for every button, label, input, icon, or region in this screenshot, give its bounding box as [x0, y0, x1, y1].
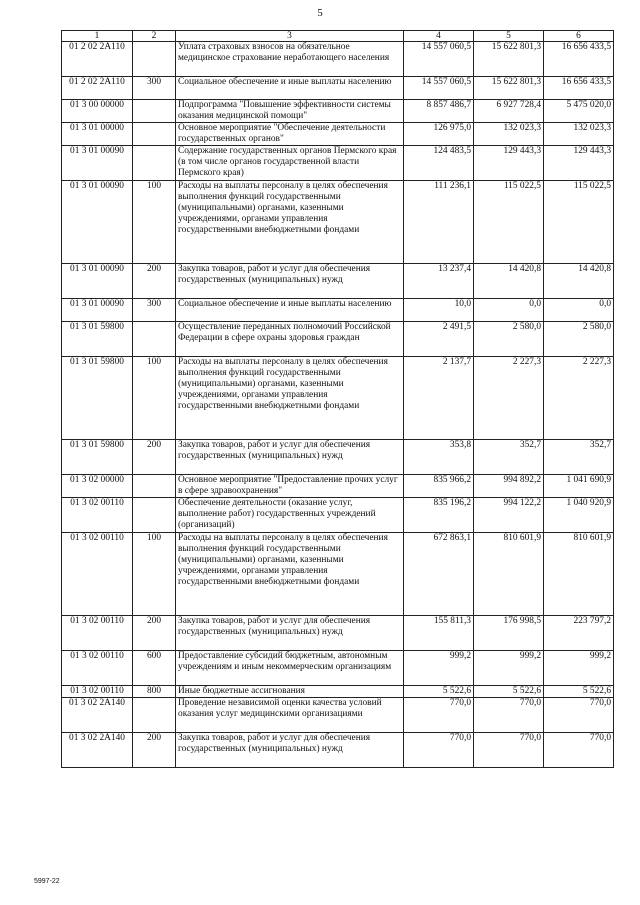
target-code-cell: 01 2 02 2А110: [62, 42, 133, 77]
expense-type-cell: [133, 146, 176, 181]
description-cell: Социальное обеспечение и иные выплаты населению: [176, 299, 404, 322]
description-cell: Подпрограмма "Повышение эффективности системы оказания медицинской помощи": [176, 100, 404, 123]
amount-year3-cell: 16 656 433,5: [544, 77, 614, 100]
expense-type-cell: 100: [133, 181, 176, 264]
target-code-cell: 01 3 01 59800: [62, 440, 133, 475]
expense-type-cell: 300: [133, 299, 176, 322]
expense-type-cell: [133, 698, 176, 733]
table-row: [62, 77, 614, 100]
target-code-cell: 01 2 02 2А110: [62, 77, 133, 100]
amount-year1-cell: 124 483,5: [404, 146, 474, 181]
amount-year2-cell: 352,7: [474, 440, 544, 475]
amount-year3-cell: 0,0: [544, 299, 614, 322]
amount-year3-cell: 115 022,5: [544, 181, 614, 264]
amount-year2-cell: 14 420,8: [474, 264, 544, 299]
target-code-cell: 01 3 01 59800: [62, 322, 133, 357]
table-row: [62, 100, 614, 123]
target-code-cell: 01 3 01 59800: [62, 357, 133, 440]
column-header: 5: [474, 31, 544, 42]
description-cell: Основное мероприятие "Предоставление прочих услуг в сфере здравоохранения": [176, 475, 404, 498]
amount-year1-cell: 2 137,7: [404, 357, 474, 440]
expense-type-cell: 100: [133, 533, 176, 616]
amount-year1-cell: 13 237,4: [404, 264, 474, 299]
amount-year1-cell: 14 557 060,5: [404, 77, 474, 100]
amount-year2-cell: 770,0: [474, 698, 544, 733]
amount-year2-cell: 999,2: [474, 651, 544, 686]
expense-type-cell: [133, 322, 176, 357]
amount-year3-cell: 352,7: [544, 440, 614, 475]
amount-year3-cell: 5 522,6: [544, 686, 614, 698]
amount-year2-cell: 132 023,3: [474, 123, 544, 146]
expense-type-cell: [133, 123, 176, 146]
description-cell: Обеспечение деятельности (оказание услуг, выполнение работ) государственных учреждений (организаций): [176, 498, 404, 533]
target-code-cell: 01 3 01 00000: [62, 123, 133, 146]
expense-type-cell: [133, 42, 176, 77]
table-row: [62, 264, 614, 299]
expense-type-cell: 200: [133, 733, 176, 768]
target-code-cell: 01 3 02 00000: [62, 475, 133, 498]
expense-type-cell: 200: [133, 264, 176, 299]
expense-type-cell: 600: [133, 651, 176, 686]
amount-year3-cell: 1 041 690,9: [544, 475, 614, 498]
amount-year3-cell: 223 797,2: [544, 616, 614, 651]
description-cell: Закупка товаров, работ и услуг для обеспечения государственных (муниципальных) нужд: [176, 733, 404, 768]
amount-year2-cell: 994 122,2: [474, 498, 544, 533]
amount-year1-cell: 999,2: [404, 651, 474, 686]
amount-year1-cell: 353,8: [404, 440, 474, 475]
description-cell: Осуществление переданных полномочий Российской Федерации в сфере охраны здоровья граждан: [176, 322, 404, 357]
target-code-cell: 01 3 01 00090: [62, 299, 133, 322]
amount-year2-cell: 15 622 801,3: [474, 77, 544, 100]
amount-year1-cell: 5 522,6: [404, 686, 474, 698]
column-header: 6: [544, 31, 614, 42]
amount-year3-cell: 810 601,9: [544, 533, 614, 616]
expense-type-cell: 200: [133, 616, 176, 651]
amount-year2-cell: 15 622 801,3: [474, 42, 544, 77]
amount-year3-cell: 999,2: [544, 651, 614, 686]
description-cell: Уплата страховых взносов на обязательное медицинское страхование неработающего населения: [176, 42, 404, 77]
target-code-cell: 01 3 00 00000: [62, 100, 133, 123]
expense-type-cell: 300: [133, 77, 176, 100]
description-cell: Расходы на выплаты персоналу в целях обеспечения выполнения функций государственными (муниципальными) органами, казенными учреждениями, органами управления государственными внебюджетными фондами: [176, 357, 404, 440]
amount-year1-cell: 835 196,2: [404, 498, 474, 533]
table-row: [62, 123, 614, 146]
amount-year3-cell: 16 656 433,5: [544, 42, 614, 77]
table-row: [62, 181, 614, 264]
description-cell: Закупка товаров, работ и услуг для обеспечения государственных (муниципальных) нужд: [176, 440, 404, 475]
table-row: [62, 299, 614, 322]
amount-year2-cell: 2 227,3: [474, 357, 544, 440]
amount-year2-cell: 770,0: [474, 733, 544, 768]
amount-year3-cell: 770,0: [544, 698, 614, 733]
amount-year3-cell: 132 023,3: [544, 123, 614, 146]
table-row: [62, 357, 614, 440]
table-row: [62, 322, 614, 357]
column-header: 1: [62, 31, 133, 42]
amount-year3-cell: 1 040 920,9: [544, 498, 614, 533]
amount-year2-cell: 115 022,5: [474, 181, 544, 264]
description-cell: Основное мероприятие "Обеспечение деятельности государственных органов": [176, 123, 404, 146]
column-header: 2: [133, 31, 176, 42]
amount-year2-cell: 5 522,6: [474, 686, 544, 698]
document-footer-code: 5997-22: [34, 878, 60, 885]
amount-year2-cell: 176 998,5: [474, 616, 544, 651]
amount-year1-cell: 126 975,0: [404, 123, 474, 146]
amount-year1-cell: 835 966,2: [404, 475, 474, 498]
table-row: [62, 686, 614, 698]
description-cell: Закупка товаров, работ и услуг для обеспечения государственных (муниципальных) нужд: [176, 616, 404, 651]
description-cell: Иные бюджетные ассигнования: [176, 686, 404, 698]
expense-type-cell: [133, 475, 176, 498]
description-cell: Закупка товаров, работ и услуг для обеспечения государственных (муниципальных) нужд: [176, 264, 404, 299]
target-code-cell: 01 3 02 00110: [62, 616, 133, 651]
table-row: [62, 616, 614, 651]
amount-year1-cell: 770,0: [404, 733, 474, 768]
amount-year1-cell: 672 863,1: [404, 533, 474, 616]
table-row: [62, 146, 614, 181]
table-row: [62, 498, 614, 533]
target-code-cell: 01 3 02 2А140: [62, 698, 133, 733]
table-header-row: [62, 31, 614, 42]
table-body: [62, 42, 614, 768]
target-code-cell: 01 3 02 00110: [62, 651, 133, 686]
amount-year3-cell: 129 443,3: [544, 146, 614, 181]
amount-year1-cell: 10,0: [404, 299, 474, 322]
expense-type-cell: 100: [133, 357, 176, 440]
expense-type-cell: 800: [133, 686, 176, 698]
target-code-cell: 01 3 02 00110: [62, 686, 133, 698]
amount-year2-cell: 6 927 728,4: [474, 100, 544, 123]
amount-year3-cell: 2 227,3: [544, 357, 614, 440]
expense-type-cell: [133, 498, 176, 533]
target-code-cell: 01 3 02 00110: [62, 498, 133, 533]
column-header: 4: [404, 31, 474, 42]
column-header: 3: [176, 31, 404, 42]
amount-year3-cell: 770,0: [544, 733, 614, 768]
expense-type-cell: 200: [133, 440, 176, 475]
table-row: [62, 733, 614, 768]
amount-year2-cell: 2 580,0: [474, 322, 544, 357]
table-row: [62, 42, 614, 77]
amount-year3-cell: 5 475 020,0: [544, 100, 614, 123]
target-code-cell: 01 3 02 00110: [62, 533, 133, 616]
amount-year2-cell: 0,0: [474, 299, 544, 322]
amount-year3-cell: 2 580,0: [544, 322, 614, 357]
expense-type-cell: [133, 100, 176, 123]
description-cell: Социальное обеспечение и иные выплаты населению: [176, 77, 404, 100]
table-row: [62, 440, 614, 475]
table-row: [62, 475, 614, 498]
description-cell: Расходы на выплаты персоналу в целях обеспечения выполнения функций государственными (муниципальными) органами, казенными учреждениями, органами управления государственными внебюджетными фондами: [176, 181, 404, 264]
amount-year1-cell: 2 491,5: [404, 322, 474, 357]
table-row: [62, 698, 614, 733]
amount-year1-cell: 770,0: [404, 698, 474, 733]
description-cell: Расходы на выплаты персоналу в целях обеспечения выполнения функций государственными (муниципальными) органами, казенными учреждениями, органами управления государственными внебюджетными фондами: [176, 533, 404, 616]
target-code-cell: 01 3 01 00090: [62, 264, 133, 299]
amount-year1-cell: 14 557 060,5: [404, 42, 474, 77]
amount-year1-cell: 8 857 486,7: [404, 100, 474, 123]
amount-year2-cell: 129 443,3: [474, 146, 544, 181]
target-code-cell: 01 3 01 00090: [62, 181, 133, 264]
target-code-cell: 01 3 02 2А140: [62, 733, 133, 768]
amount-year1-cell: 111 236,1: [404, 181, 474, 264]
page-number: 5: [317, 7, 323, 19]
amount-year2-cell: 994 892,2: [474, 475, 544, 498]
target-code-cell: 01 3 01 00090: [62, 146, 133, 181]
table-row: [62, 651, 614, 686]
budget-table: [61, 30, 614, 768]
description-cell: Предоставление субсидий бюджетным, автономным учреждениям и иным некоммерческим организациям: [176, 651, 404, 686]
description-cell: Содержание государственных органов Пермского края (в том числе органов государственной власти Пермского края): [176, 146, 404, 181]
description-cell: Проведение независимой оценки качества условий оказания услуг медицинскими организациями: [176, 698, 404, 733]
amount-year2-cell: 810 601,9: [474, 533, 544, 616]
table-row: [62, 533, 614, 616]
amount-year1-cell: 155 811,3: [404, 616, 474, 651]
amount-year3-cell: 14 420,8: [544, 264, 614, 299]
